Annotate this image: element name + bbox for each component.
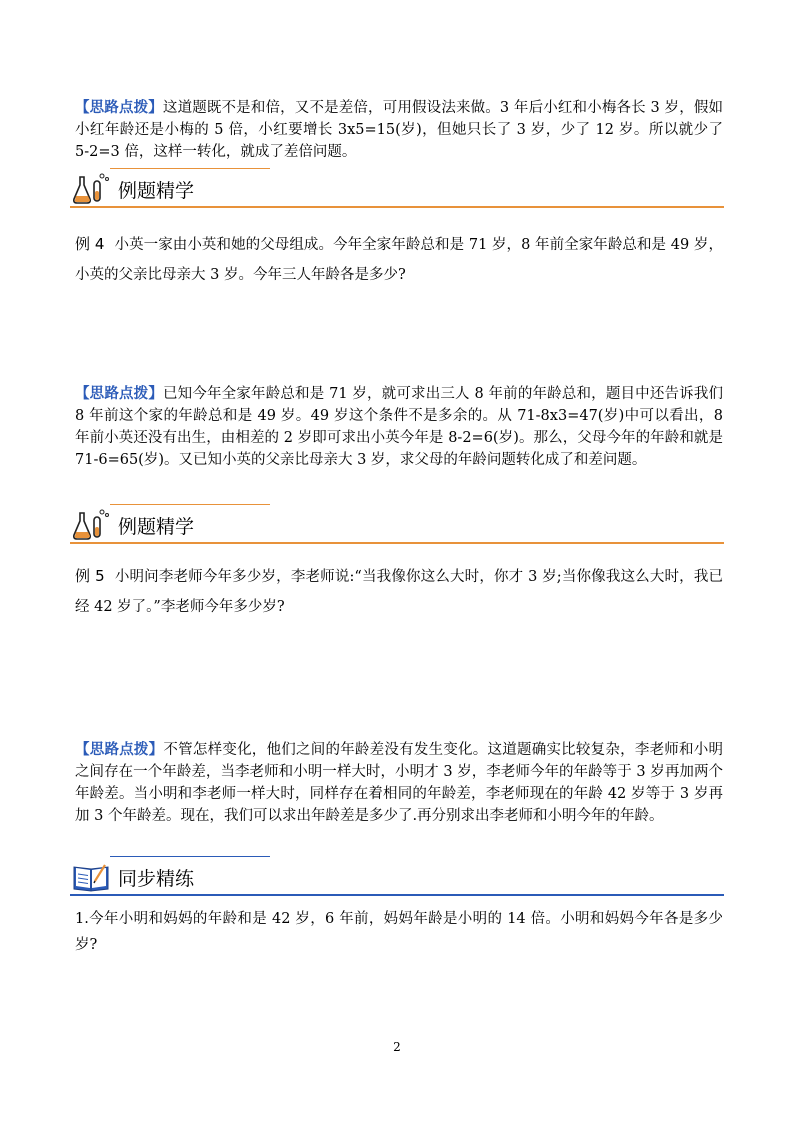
section-title: 例题精学 (118, 180, 195, 202)
hint-paragraph-1 (75, 97, 723, 163)
section-divider (70, 206, 724, 208)
exercise-1-paragraph (75, 906, 723, 958)
flask-icon (72, 171, 112, 205)
hint-paragraph-2 (75, 383, 723, 471)
header-top-line (110, 168, 270, 169)
example-text: 小明问李老师今年多少岁，李老师说:“当我像你这么大时，你才 3 岁;当你像我这么大时，我已经 42 岁了。”李老师今年多少岁? (75, 569, 724, 615)
section-divider (70, 542, 724, 544)
hint-text: 不管怎样变化，他们之间的年龄差没有发生变化。这道题确实比较复杂，李老师和小明之间存在一个年龄差，当李老师和小明一样大时，小明才 3 岁，李老师今年的年龄等于 3 岁再加两个年龄差。当小明和李老师一样大时，同样存在着相同的年龄差，李老师现在的年龄 42 岁等于 3 岁再加 3 个年龄差。现在，我们可以求出年龄差是多少了.再分别求出李老师和小明今年的年龄。 (75, 742, 724, 824)
page-number: 2 (393, 1040, 401, 1054)
example-4-paragraph (75, 229, 723, 290)
example-label: 例 4 (75, 235, 105, 253)
hint-tag: 【思路点拨】 (75, 741, 164, 758)
section-title: 同步精练 (118, 868, 195, 890)
exercise-text: 1.今年小明和妈妈的年龄和是 42 岁，6 年前，妈妈年龄是小明的 14 倍。小明和妈妈今年各是多少岁? (75, 911, 723, 953)
flask-icon (72, 507, 112, 541)
section-header-practice (70, 856, 724, 896)
example-text: 小英一家由小英和她的父母组成。今年全家年龄总和是 71 岁，8 年前全家年龄总和是 49 岁，小英的父亲比母亲大 3 岁。今年三人年龄各是多少? (75, 237, 724, 283)
book-icon (72, 859, 112, 893)
hint-text: 这道题既不是和倍，又不是差倍，可用假设法来做。3 年后小红和小梅各长 3 岁，假如小红年龄还是小梅的 5 倍，小红要增长 3x5=15(岁)，但她只长了 3 岁，少了 12 岁。所以就少了 5-2=3 倍，这样一转化，就成了差倍问题。 (75, 100, 723, 160)
header-top-line (110, 856, 270, 857)
hint-paragraph-3 (75, 739, 723, 827)
header-top-line (110, 504, 270, 505)
example-label: 例 5 (75, 567, 105, 585)
example-5-paragraph (75, 561, 723, 622)
section-title: 例题精学 (118, 516, 195, 538)
section-header-example-study-2 (70, 504, 724, 544)
hint-tag: 【思路点拨】 (75, 385, 164, 402)
hint-text: 已知今年全家年龄总和是 71 岁，就可求出三人 8 年前的年龄总和，题目中还告诉我们 8 年前这个家的年龄总和是 49 岁。49 岁这个条件不是多余的。从 71-8x3=47(岁)中可以看出，8 年前小英还没有出生，由相差的 2 岁即可求出小英今年是 8-2=6(岁)。那么，父母今年的年龄和就是 71-6=65(岁)。又已知小英的父亲比母亲大 3 岁，求父母的年龄问题转化成了和差问题。 (75, 386, 724, 468)
section-header-example-study (70, 168, 724, 208)
hint-tag: 【思路点拨】 (75, 99, 163, 116)
section-divider (70, 894, 724, 896)
